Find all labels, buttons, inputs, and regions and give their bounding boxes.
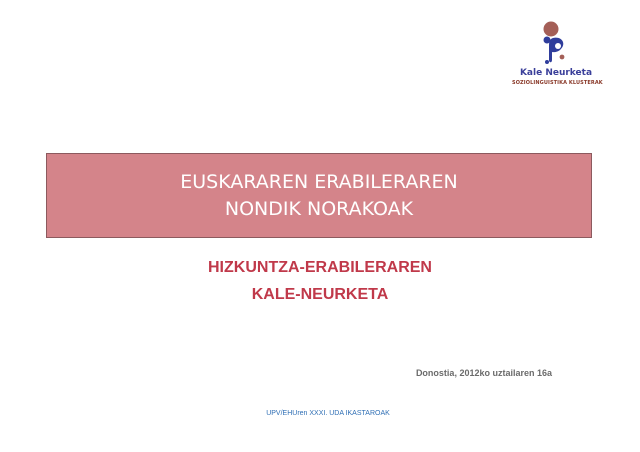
kale-neurketa-logo-icon	[538, 20, 574, 68]
logo-subtitle: SOZIOLINGUISTIKA KLUSTERAK	[512, 80, 603, 86]
logo-name: Kale Neurketa	[519, 68, 593, 78]
subtitle-line-1: HIZKUNTZA-ERABILERAREN	[208, 259, 432, 276]
subtitle-line-2: KALE-NEURKETA	[251, 286, 389, 303]
course-text: UPV/EHUren XXXI. UDA IKASTAROAK	[266, 410, 390, 417]
title-line-1: EUSKARAREN ERABILERAREN	[180, 170, 458, 193]
kale-neurketa-logo	[512, 20, 603, 90]
date-text: Donostia, 2012ko uztailaren 16a	[415, 368, 552, 378]
title-line-2: NONDIK NORAKOAK	[224, 197, 414, 220]
title-banner	[46, 153, 592, 238]
